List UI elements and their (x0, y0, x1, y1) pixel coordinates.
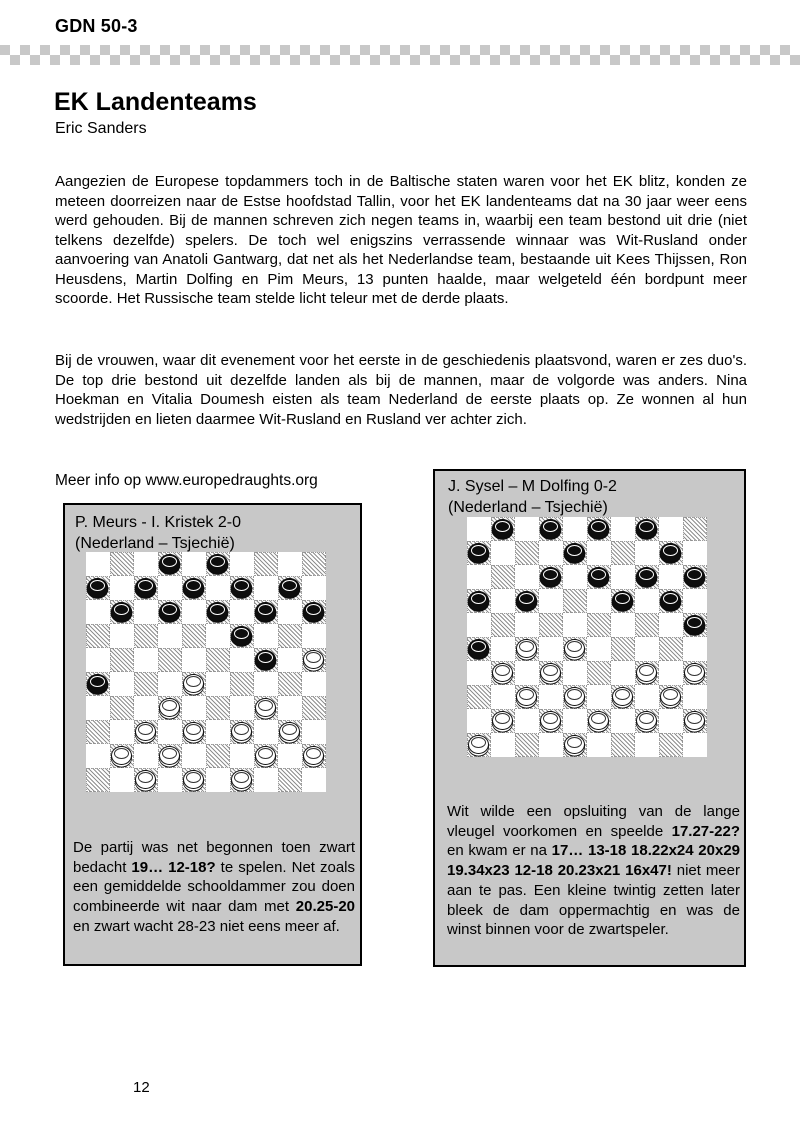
white-piece (159, 746, 180, 765)
board-square (158, 672, 182, 696)
board-square (467, 661, 491, 685)
white-piece (111, 746, 132, 765)
black-piece (87, 674, 108, 693)
board-square (254, 696, 278, 720)
diagram-caption (448, 477, 617, 518)
black-piece (111, 602, 132, 621)
board-square (611, 517, 635, 541)
white-piece (231, 722, 252, 741)
board-square (230, 576, 254, 600)
board-square (110, 672, 134, 696)
board-square (158, 696, 182, 720)
board-square (611, 637, 635, 661)
board-square (635, 541, 659, 565)
black-piece (492, 519, 513, 538)
black-piece (255, 650, 276, 669)
board-square (182, 600, 206, 624)
board-square (563, 589, 587, 613)
move-notation: 20.25-20 (295, 898, 355, 916)
board-square (515, 517, 539, 541)
board-square (158, 648, 182, 672)
black-piece (207, 602, 228, 621)
board-square (491, 565, 515, 589)
board-square (278, 744, 302, 768)
board-square (110, 744, 134, 768)
board-square (182, 672, 206, 696)
black-piece (588, 567, 609, 586)
board-square (635, 685, 659, 709)
board-square (230, 696, 254, 720)
board-square (611, 661, 635, 685)
board-square (659, 541, 683, 565)
board-square (683, 565, 707, 589)
board-square (278, 672, 302, 696)
move-notation: 17.27-22? (671, 822, 740, 840)
black-piece (231, 626, 252, 645)
white-piece (540, 711, 561, 730)
board-square (182, 576, 206, 600)
board-square (302, 672, 326, 696)
board-square (302, 624, 326, 648)
black-piece (612, 591, 633, 610)
board-square (182, 744, 206, 768)
board-square (158, 576, 182, 600)
white-piece (183, 674, 204, 693)
board-square (563, 541, 587, 565)
board-square (491, 733, 515, 757)
annotation-text: De partij was net begonnen toen zwart bedacht (73, 839, 355, 876)
board-square (611, 709, 635, 733)
board-square (206, 768, 230, 792)
board-square (539, 517, 563, 541)
board-square (86, 768, 110, 792)
board-square (491, 709, 515, 733)
board-square (206, 648, 230, 672)
board-square (110, 696, 134, 720)
board-square (539, 733, 563, 757)
board-square (683, 541, 707, 565)
board-square (86, 624, 110, 648)
board-square (230, 648, 254, 672)
board-square (563, 733, 587, 757)
board-square (86, 672, 110, 696)
move-notation: 19… 12-18? (131, 858, 216, 876)
board-square (659, 517, 683, 541)
board-square (230, 720, 254, 744)
board-square (467, 541, 491, 565)
white-piece (516, 639, 537, 658)
board-square (515, 733, 539, 757)
board-square (158, 624, 182, 648)
board-square (539, 637, 563, 661)
board-square (515, 685, 539, 709)
black-piece (540, 567, 561, 586)
board-square (134, 696, 158, 720)
board-square (515, 589, 539, 613)
board-square (230, 672, 254, 696)
board-square (206, 576, 230, 600)
board-square (683, 589, 707, 613)
board-square (539, 709, 563, 733)
board-square (659, 709, 683, 733)
board-square (278, 600, 302, 624)
page-number: 12 (133, 1079, 150, 1096)
paragraph-2: Bij de vrouwen, waar dit evenement voor het eerste in de geschiedenis plaatsvond, waren er zes duo's. De top drie bestond uit dezelfde landen als bij de mannen, maar de volgorde was anders. Nina Hoekman en Vitalia Doumesh eisten als team Nederland de eerste plaats op. Ze wonnen al hun wedstrijden en lieten daarmee Wit-Rusland en Rusland ver achter zich. (55, 352, 747, 428)
board-square (134, 768, 158, 792)
black-piece (660, 543, 681, 562)
caption-countries: (Nederland – Tsjechië) (75, 534, 235, 552)
board-square (587, 517, 611, 541)
board-square (635, 517, 659, 541)
board-square (110, 600, 134, 624)
black-piece (684, 567, 705, 586)
board-square (134, 552, 158, 576)
white-piece (564, 735, 585, 754)
white-piece (684, 663, 705, 682)
board-square (110, 576, 134, 600)
white-piece (492, 663, 513, 682)
board-square (206, 720, 230, 744)
board-square (230, 552, 254, 576)
board-square (302, 648, 326, 672)
board-square (134, 672, 158, 696)
black-piece (207, 554, 228, 573)
black-piece (87, 578, 108, 597)
board-square (206, 696, 230, 720)
board-square (230, 768, 254, 792)
board-square (587, 565, 611, 589)
board-square (158, 720, 182, 744)
board-square (254, 576, 278, 600)
page-header: GDN 50-3 (55, 16, 138, 36)
diagram-caption (75, 513, 241, 554)
board-square (563, 517, 587, 541)
board-square (683, 661, 707, 685)
board-square (86, 648, 110, 672)
board-square (563, 661, 587, 685)
board-square (254, 768, 278, 792)
board-square (278, 648, 302, 672)
board-square (635, 565, 659, 589)
checkered-band (0, 45, 800, 65)
board-square (683, 733, 707, 757)
black-piece (159, 554, 180, 573)
board-square (539, 565, 563, 589)
board-square (611, 589, 635, 613)
black-piece (564, 543, 585, 562)
board-square (302, 768, 326, 792)
board-square (86, 600, 110, 624)
board-square (158, 744, 182, 768)
white-piece (255, 698, 276, 717)
board-square (206, 552, 230, 576)
board-square (158, 552, 182, 576)
board-square (254, 672, 278, 696)
board-square (110, 720, 134, 744)
board-square (134, 744, 158, 768)
black-piece (135, 578, 156, 597)
annotation-text: en zwart wacht 28-23 niet eens meer af. (73, 917, 340, 935)
board-square (635, 613, 659, 637)
board-square (110, 624, 134, 648)
annotation-text: Wit wilde een opsluiting van de lange vleugel voorkomen en speelde (447, 803, 740, 840)
board-square (182, 624, 206, 648)
board-square (587, 637, 611, 661)
board-square (467, 589, 491, 613)
board-square (158, 768, 182, 792)
board-square (683, 685, 707, 709)
annotation-text: niet meer aan te pas. Een kleine twintig zetten later bleek de dam oppermachtig en was de winst binnen voor de zwartspeler. (447, 862, 740, 939)
board-square (635, 709, 659, 733)
board-square (134, 624, 158, 648)
draughts-board (86, 552, 326, 792)
board-square (491, 661, 515, 685)
board-square (611, 541, 635, 565)
board-square (635, 661, 659, 685)
board-square (230, 624, 254, 648)
board-square (134, 648, 158, 672)
move-notation: 17… 13-18 18.22x24 20x29 19.34x23 12-18 20.23x21 16x47! (447, 842, 741, 880)
board-square (86, 552, 110, 576)
white-piece (636, 663, 657, 682)
black-piece (468, 591, 489, 610)
annotation-text: en kwam er na (447, 842, 552, 860)
board-square (515, 661, 539, 685)
board-square (491, 589, 515, 613)
board-square (635, 589, 659, 613)
black-piece (468, 543, 489, 562)
board-square (86, 744, 110, 768)
board-square (491, 685, 515, 709)
board-square (278, 552, 302, 576)
board-square (515, 709, 539, 733)
white-piece (279, 722, 300, 741)
black-piece (279, 578, 300, 597)
black-piece (660, 591, 681, 610)
diagram-box-left (63, 503, 362, 966)
board-square (278, 768, 302, 792)
board-square (563, 565, 587, 589)
article-author: Eric Sanders (55, 120, 147, 137)
board-square (206, 744, 230, 768)
white-piece (231, 770, 252, 789)
board-square (134, 720, 158, 744)
board-square (182, 768, 206, 792)
board-square (491, 637, 515, 661)
board-square (110, 768, 134, 792)
board-square (467, 565, 491, 589)
board-square (659, 589, 683, 613)
board-square (254, 744, 278, 768)
white-piece (588, 711, 609, 730)
board-square (587, 709, 611, 733)
board-square (302, 696, 326, 720)
board-square (563, 685, 587, 709)
board-square (86, 576, 110, 600)
board-square (491, 613, 515, 637)
board-square (587, 589, 611, 613)
board-square (278, 696, 302, 720)
diagram-annotation (447, 802, 740, 940)
article-title: EK Landenteams (54, 88, 257, 116)
board-square (587, 613, 611, 637)
white-piece (636, 711, 657, 730)
board-square (611, 733, 635, 757)
board-square (134, 576, 158, 600)
black-piece (159, 602, 180, 621)
white-piece (564, 639, 585, 658)
board-square (86, 720, 110, 744)
white-piece (303, 746, 324, 765)
board-square (230, 744, 254, 768)
board-square (611, 613, 635, 637)
white-piece (516, 687, 537, 706)
board-square (467, 613, 491, 637)
board-square (182, 648, 206, 672)
board-square (134, 600, 158, 624)
board-square (254, 600, 278, 624)
board-square (515, 565, 539, 589)
board-square (182, 696, 206, 720)
board-square (302, 576, 326, 600)
board-square (683, 709, 707, 733)
board-square (302, 552, 326, 576)
white-piece (684, 711, 705, 730)
annotation-text: te spelen. Net zoals een gemiddelde schooldammer zou doen combineerde wit naar dam met (73, 858, 355, 916)
white-piece (303, 650, 324, 669)
board-square (467, 517, 491, 541)
board-square (683, 517, 707, 541)
board-square (539, 589, 563, 613)
white-piece (183, 722, 204, 741)
board-square (587, 685, 611, 709)
white-piece (159, 698, 180, 717)
white-piece (255, 746, 276, 765)
board-square (110, 552, 134, 576)
board-square (491, 541, 515, 565)
board-square (587, 661, 611, 685)
diagram-annotation (73, 838, 355, 937)
black-piece (303, 602, 324, 621)
black-piece (636, 519, 657, 538)
board-square (563, 637, 587, 661)
board-square (659, 661, 683, 685)
black-piece (588, 519, 609, 538)
white-piece (612, 687, 633, 706)
caption-countries: (Nederland – Tsjechië) (448, 498, 608, 516)
black-piece (636, 567, 657, 586)
board-square (635, 733, 659, 757)
board-square (659, 637, 683, 661)
caption-players: P. Meurs - I. Kristek 2-0 (75, 514, 241, 531)
board-square (254, 648, 278, 672)
board-square (302, 600, 326, 624)
black-piece (516, 591, 537, 610)
board-square (539, 613, 563, 637)
white-piece (135, 722, 156, 741)
board-square (206, 600, 230, 624)
board-square (659, 685, 683, 709)
black-piece (684, 615, 705, 634)
draughts-board (467, 517, 707, 757)
board-square (230, 600, 254, 624)
board-square (635, 637, 659, 661)
board-square (467, 709, 491, 733)
board-square (206, 672, 230, 696)
board-square (563, 709, 587, 733)
white-piece (492, 711, 513, 730)
board-square (254, 624, 278, 648)
white-piece (468, 735, 489, 754)
board-square (515, 637, 539, 661)
white-piece (660, 687, 681, 706)
board-square (539, 541, 563, 565)
black-piece (183, 578, 204, 597)
diagram-box-right (433, 469, 746, 967)
white-piece (183, 770, 204, 789)
board-square (659, 613, 683, 637)
board-square (302, 720, 326, 744)
board-square (539, 661, 563, 685)
board-square (587, 541, 611, 565)
black-piece (468, 639, 489, 658)
board-square (539, 685, 563, 709)
board-square (254, 720, 278, 744)
paragraph-1: Aangezien de Europese topdammers toch in de Baltische staten waren voor het EK blitz, konden ze meteen doorreizen naar de Estse hoofdstad Tallin, voor het EK landenteams dat na 30 jaar weer eens werd gehouden. Bij de mannen schreven zich negen teams in, waarbij een team bestond uit drie (niet telkens dezelfde) spelers. De toch wel enigszins verrassende winnaar was Wit-Rusland onder aanvoering van Anatoli Gantwarg, dat net als het Nederlandse team, bestaande uit Kees Thijssen, Ron Heusdens, Martin Dolfing en Pim Meurs, 13 punten haalde, maar welgeteld één bordpunt meer scoorde. Het Russische team stelde licht teleur met de derde plaats. (55, 173, 747, 307)
more-info-line: Meer info op www.europedraughts.org (55, 472, 318, 489)
board-square (158, 600, 182, 624)
board-square (683, 613, 707, 637)
white-piece (540, 663, 561, 682)
board-square (278, 720, 302, 744)
board-square (278, 576, 302, 600)
caption-players: J. Sysel – M Dolfing 0-2 (448, 478, 617, 495)
black-piece (255, 602, 276, 621)
board-square (467, 685, 491, 709)
black-piece (231, 578, 252, 597)
board-square (515, 541, 539, 565)
board-square (302, 744, 326, 768)
board-square (86, 696, 110, 720)
board-square (206, 624, 230, 648)
black-piece (540, 519, 561, 538)
board-square (467, 733, 491, 757)
board-square (611, 685, 635, 709)
board-square (182, 720, 206, 744)
board-square (515, 613, 539, 637)
board-square (182, 552, 206, 576)
board-square (611, 565, 635, 589)
board-square (254, 552, 278, 576)
board-square (491, 517, 515, 541)
white-piece (135, 770, 156, 789)
board-square (563, 613, 587, 637)
board-square (659, 733, 683, 757)
board-square (110, 648, 134, 672)
board-square (467, 637, 491, 661)
board-square (278, 624, 302, 648)
board-square (659, 565, 683, 589)
board-square (587, 733, 611, 757)
board-square (683, 637, 707, 661)
white-piece (564, 687, 585, 706)
